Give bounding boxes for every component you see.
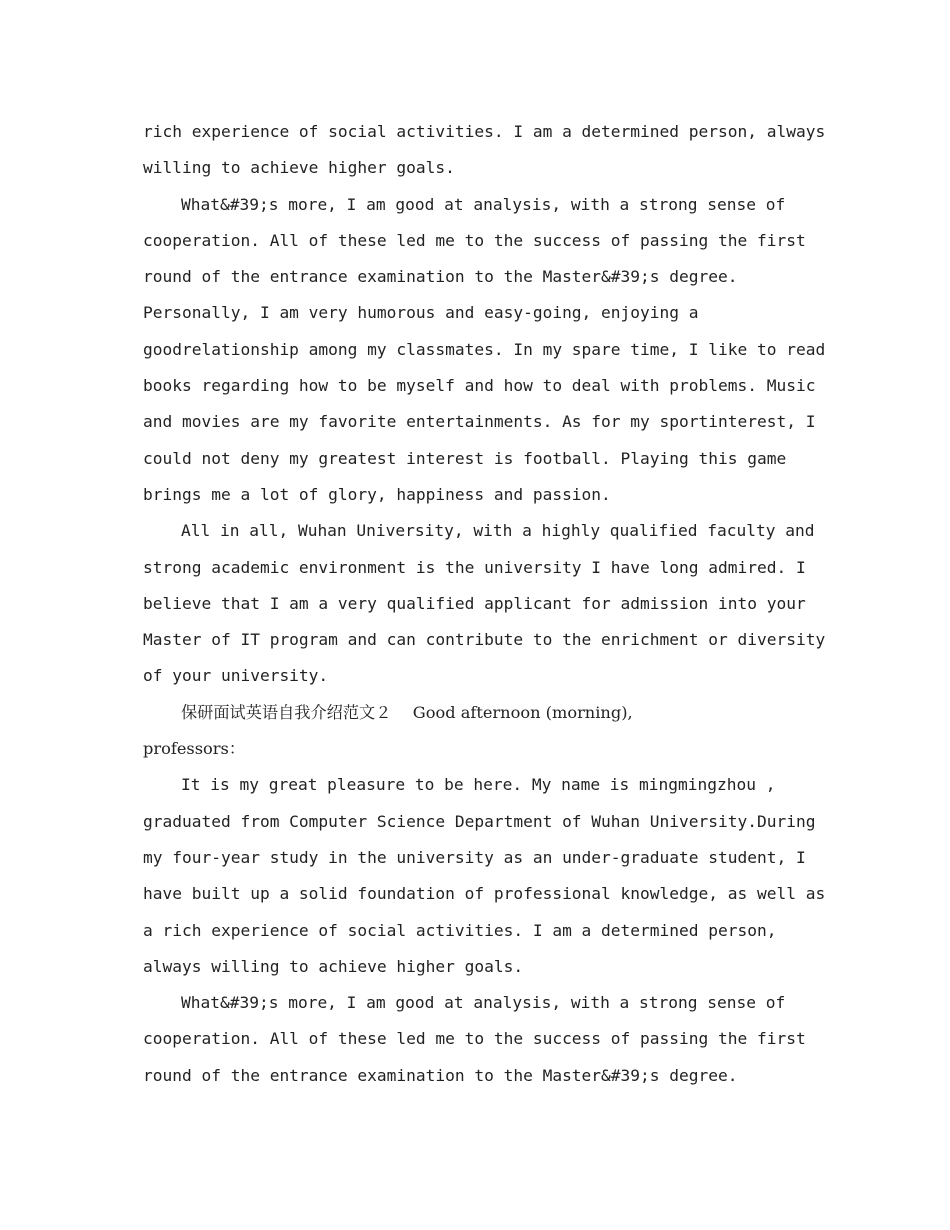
text-line: and movies are my favorite entertainments. As for my sportinterest, I: [143, 412, 816, 432]
text-line: believe that I am a very qualified applicant for admission into your: [143, 593, 806, 613]
text-line: willing to achieve higher goals.: [143, 158, 455, 178]
text-line: have built up a solid foundation of professional knowledge, as well as: [143, 884, 826, 904]
text-line: my four-year study in the university as an under-graduate student, I: [143, 847, 806, 867]
text-line: What&#39;s more, I am good at analysis, with a strong sense of: [181, 993, 786, 1013]
text-line: What&#39;s more, I am good at analysis, with a strong sense of: [181, 194, 786, 214]
section-heading-line: 保研面试英语自我介绍范文２ Good afternoon (morning),: [181, 702, 633, 722]
text-line: of your university.: [143, 666, 329, 686]
text-line: cooperation. All of these led me to the success of passing the first: [143, 1029, 806, 1049]
text-line: a rich experience of social activities. I am a determined person,: [143, 920, 777, 940]
text-line: books regarding how to be myself and how to deal with problems. Music: [143, 376, 816, 396]
text-line: cooperation. All of these led me to the success of passing the first: [143, 230, 806, 250]
text-line: could not deny my greatest interest is football. Playing this game: [143, 448, 787, 468]
text-line: Master of IT program and can contribute to the enrichment or diversity: [143, 630, 826, 650]
text-line: Personally, I am very humorous and easy-going, enjoying a: [143, 303, 699, 323]
text-line: professors：: [143, 739, 246, 759]
text-line: round of the entrance examination to the Master&#39;s degree.: [143, 267, 738, 287]
text-line: always willing to achieve higher goals.: [143, 956, 524, 976]
text-line: rich experience of social activities. I am a determined person, always: [143, 122, 826, 141]
text-line: strong academic environment is the university I have long admired. I: [143, 557, 806, 577]
text-line: brings me a lot of glory, happiness and passion.: [143, 484, 611, 504]
text-line: All in all, Wuhan University, with a highly qualified faculty and: [181, 521, 815, 541]
text-line: graduated from Computer Science Department of Wuhan University.During: [143, 811, 816, 831]
text-line: goodrelationship among my classmates. In my spare time, I like to read: [143, 339, 826, 359]
text-line: round of the entrance examination to the Master&#39;s degree.: [143, 1065, 738, 1085]
text-line: It is my great pleasure to be here. My name is mingmingzhou ,: [181, 775, 776, 795]
document-body: [143, 114, 826, 1094]
